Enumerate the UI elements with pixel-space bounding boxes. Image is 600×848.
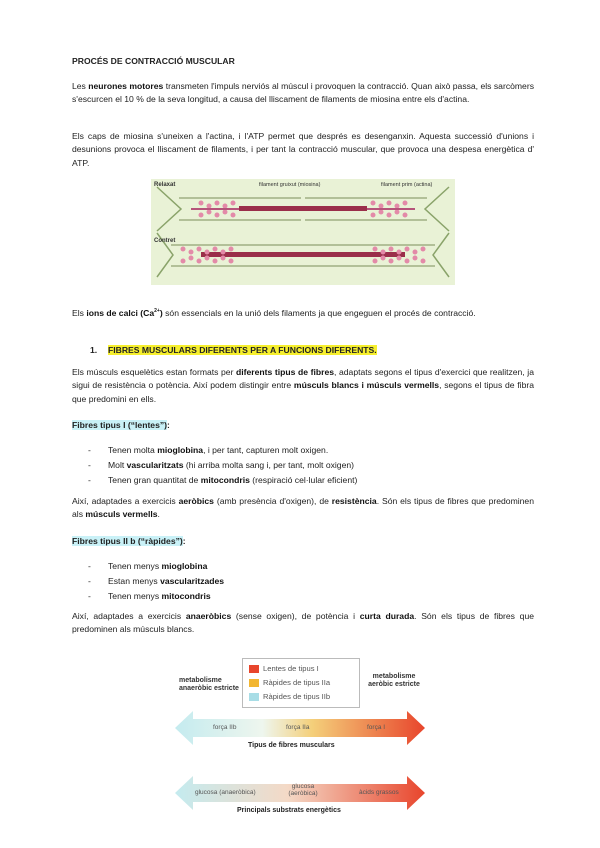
fibre-legend (242, 658, 360, 708)
arrow-label-acids-grassos: àcids grassos (359, 789, 399, 796)
relaxed-sarcomere (157, 187, 449, 231)
paragraph-miosina: Els caps de miosina s'uneixen a l'actina, i l'ATP permet que després es desenganxin. Aquesta successió d'unions i desunions provoca el lliscament de filaments, i per tant la contracció muscular, que provoca una despesa energètica d' ATP. (72, 131, 534, 168)
arrow-label-glucosa-anaerobica: glucosa (anaeròbica) (195, 789, 256, 796)
axis-fibre-types: Tipus de fibres musculars (248, 742, 335, 749)
list-tipus-iib (88, 559, 224, 604)
muscle-contraction-figure (151, 179, 455, 285)
left-side-label: metabolisme anaeròbic estricte (179, 677, 239, 692)
legend-swatch (249, 679, 259, 687)
paragraph-calci: Els ions de calci $(Ca^{2+})$ són essencials en la unió dels filaments ja que engeguen el procés de contracció. (72, 307, 476, 318)
legend-item: Lentes de tipus I (249, 663, 319, 675)
legend-swatch (249, 693, 259, 701)
subheading-tipus-iib: Fibres tipus II b (“ràpides”): (72, 536, 186, 546)
legend-item: Ràpides de tipus IIa (249, 677, 330, 689)
arrow-label-i: força I (367, 724, 386, 731)
thick-filament-label: filament gruixut (miosina) (259, 182, 321, 188)
arrow-label-iia: força IIa (286, 724, 310, 731)
list-item: - Molt vascularitzats (hi arriba molta sang i, per tant, molt oxigen) (88, 458, 357, 473)
list-item: - Tenen gran quantitat de mitocondris (respiració cel·lular eficient) (88, 473, 357, 488)
list-item: - Tenen molta mioglobina, i per tant, capturen molt oxigen. (88, 443, 357, 458)
list-item: - Estan menys vascularitzades (88, 574, 224, 589)
list-item: - Tenen menys mioglobina (88, 559, 224, 574)
page-title: PROCÉS DE CONTRACCIÓ MUSCULAR (72, 56, 235, 66)
legend-swatch (249, 665, 259, 673)
contracted-label: Contret (154, 238, 176, 244)
paragraph-anaerobics: Així, adaptades a exercicis anaeròbics (sense oxigen), de potència i curta durada. Són els tipus de fibres que predominen als músculs blancs. (72, 611, 534, 635)
fibre-types-figure (175, 655, 425, 825)
arrow-label-iib: força IIb (213, 724, 237, 731)
sarcomere-illustration (151, 179, 455, 285)
paragraph-fibres: Els músculs esquelètics estan formats per diferents tipus de fibres, adaptats segons el tipus d'exercici que realitzen, ja sigui de resistència o potència. Així podem distingir entre músculs blancs i músculs vermells, segons el tipus de fibra que predomini en ells. (72, 367, 534, 404)
relaxed-label: Relaxat (154, 182, 176, 188)
contracted-sarcomere (157, 233, 449, 277)
right-side-label: metabolisme aeròbic estricte (368, 673, 420, 688)
legend-item: Ràpides de tipus IIb (249, 691, 330, 703)
term-neurones-motores: neurones motores (88, 81, 164, 91)
paragraph-neurones: Les neurones motores transmeten l'impuls nerviós al múscul i provoquen la contracció. Quan això passa, els sarcòmers s'escurcen el 10 % de la seva longitud, a causa del lliscament de filaments de miosina entre els d'actina. (72, 81, 534, 105)
section-heading: 1. FIBRES MUSCULARS DIFERENTS PER A FUNCIONS DIFERENTS. (90, 345, 377, 355)
thin-filament-label: filament prim (actina) (381, 182, 433, 188)
paragraph-aerobics: Així, adaptades a exercicis aeròbics (amb presència d'oxigen), de resistència. Són els tipus de fibres que predominen als músculs vermells. (72, 496, 534, 520)
term-ions-calci: ions de calci $(Ca^{2+})$ (86, 307, 163, 318)
list-tipus-i (88, 443, 357, 488)
axis-substrates: Principals substrats energètics (237, 807, 341, 814)
arrow-label-glucosa-aerobica: glucosa (aeròbica) (288, 783, 318, 797)
subheading-tipus-i: Fibres tipus I (“lentes”): (72, 420, 170, 430)
list-item: - Tenen menys mitocondris (88, 589, 224, 604)
